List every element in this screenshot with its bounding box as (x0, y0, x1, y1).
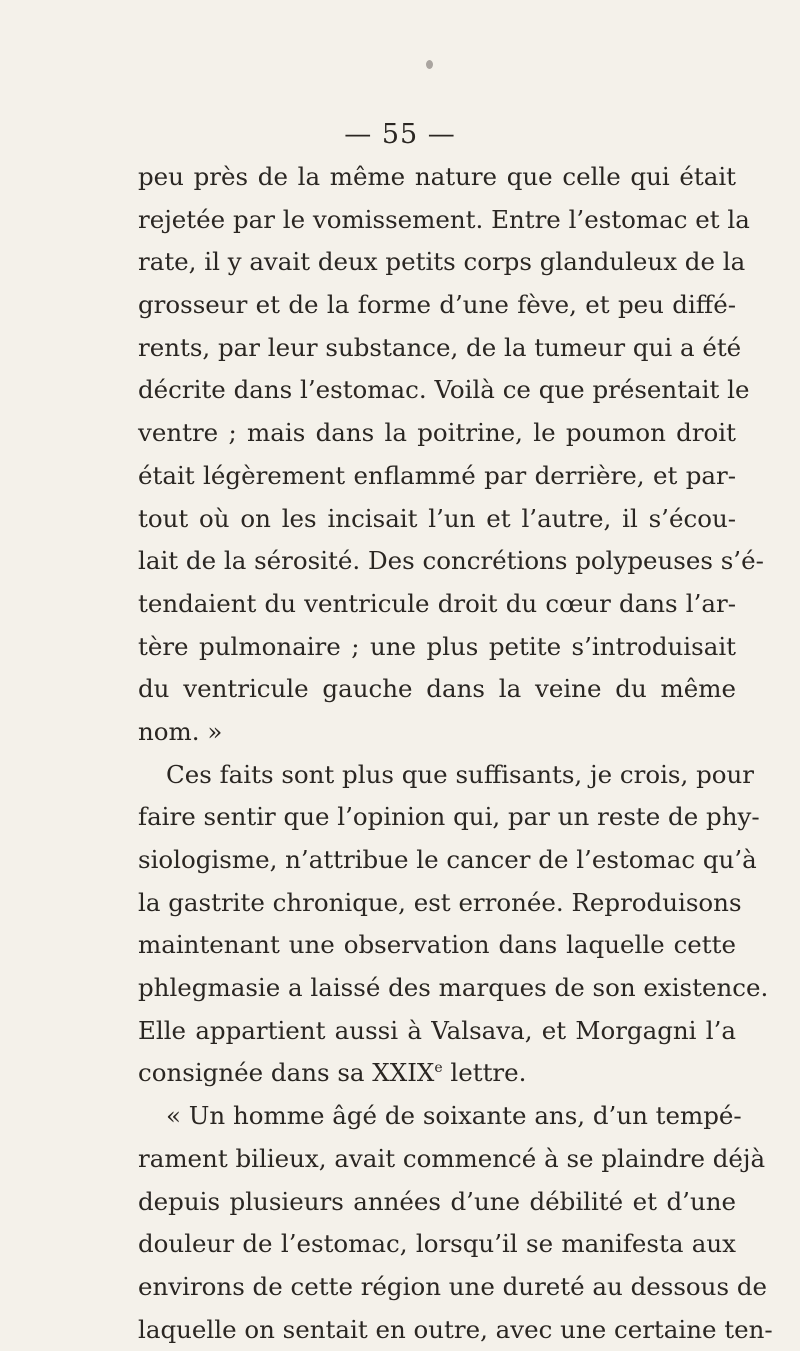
text-line: nom. » (138, 716, 223, 746)
text-line: Ces faits sont plus que suffisants, je crois, pour (166, 759, 754, 789)
text-line: Elle appartient aussi à Valsava, et Morgagni l’a (138, 1015, 736, 1045)
text-line: tère pulmonaire ; une plus petite s’introduisait (138, 631, 736, 661)
text-fragment: lettre. (442, 1058, 527, 1088)
text-line: peu près de la même nature que celle qui était (138, 162, 736, 191)
text-line: maintenant une observation dans laquelle cette (138, 930, 736, 960)
text-line: ventre ; mais dans la poitrine, le poumon droit (138, 418, 736, 448)
text-line: environs de cette région une dureté au dessous de (138, 1271, 767, 1301)
text-line: rament bilieux, avait commencé à se plaindre déjà (138, 1143, 766, 1173)
text-line: douleur de l’estomac, lorsqu’il se manifesta aux (138, 1229, 736, 1259)
text-line: rents, par leur substance, de la tumeur qui a été (138, 332, 742, 362)
text-line: siologisme, n’attribue le cancer de l’estomac qu’à (138, 845, 757, 874)
text-line: tendaient du ventricule droit du cœur dans l’ar- (138, 588, 736, 618)
text-line: décrite dans l’estomac. Voilà ce que présentait le (138, 375, 750, 405)
text-line: du ventricule gauche dans la veine du même (138, 674, 736, 704)
text-line: rejetée par le vomissement. Entre l’estomac et la (138, 204, 750, 234)
body-text (138, 156, 773, 1351)
text-line: la gastrite chronique, est erronée. Reproduisons (138, 887, 742, 917)
text-line: laquelle on sentait en outre, avec une certaine ten- (138, 1314, 773, 1344)
text-line: depuis plusieurs années d’une débilité et d’une (138, 1186, 736, 1216)
text-line: lait de la sérosité. Des concrétions polypeuses s’é- (138, 546, 764, 576)
text-line: faire sentir que l’opinion qui, par un reste de phy- (138, 802, 760, 832)
page-number: — 55 — (344, 119, 456, 150)
text-fragment: consignée dans sa XXIX (138, 1058, 435, 1088)
text-line (138, 1052, 736, 1095)
superscript: e (434, 1060, 443, 1077)
text-line: tout où on les incisait l’un et l’autre, il s’écou- (138, 503, 736, 533)
text-line: était légèrement enflammé par derrière, et par- (138, 460, 736, 490)
text-line: phlegmasie a laissé des marques de son existence. (138, 973, 769, 1003)
text-line: « Un homme âgé de soixante ans, d’un tempé- (166, 1101, 742, 1131)
text-line: grosseur et de la forme d’une fève, et peu diffé- (138, 290, 736, 320)
ink-speck (426, 60, 433, 69)
text-line: rate, il y avait deux petits corps glanduleux de la (138, 247, 746, 277)
